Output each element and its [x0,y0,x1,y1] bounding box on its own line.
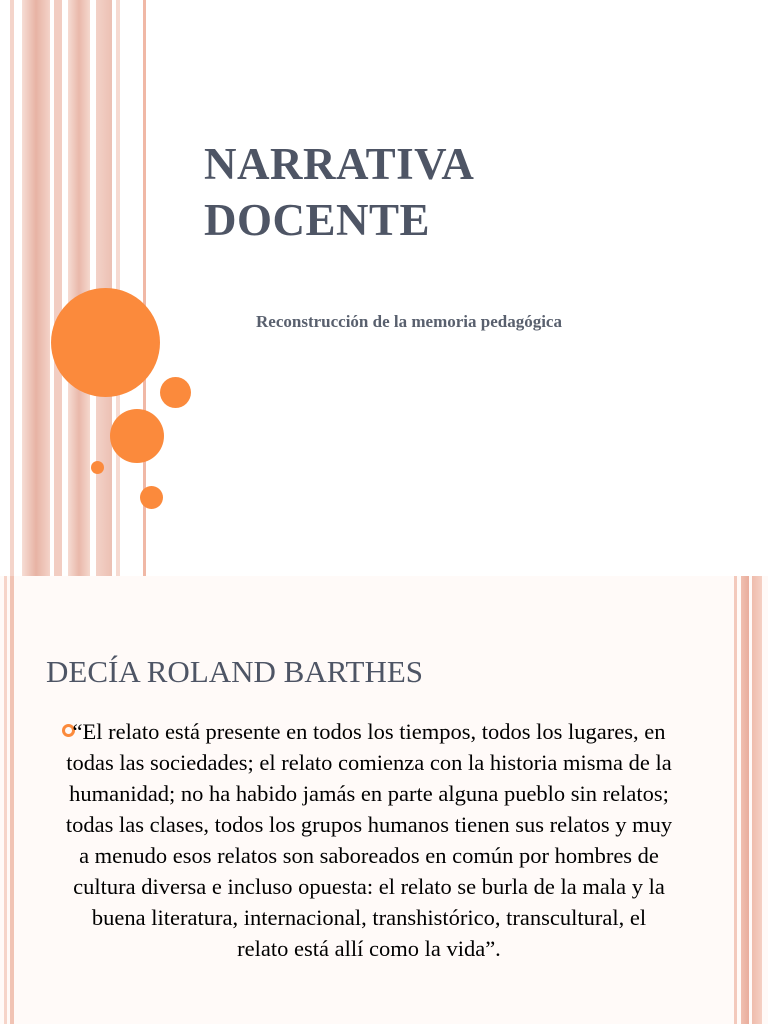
stripe [741,576,749,1024]
circle-small [160,377,191,408]
quote-text: “El relato está presente en todos los tiempos, todos los lugares, en todas las sociedades; el relato comienza con la historia misma de la humanidad; no ha habido jamás en parte alguna pueblo sin relatos; todas las clases, todos los grupos humanos tienen sus relatos y muy a menudo esos relatos son saboreados en común por hombres de cultura diversa e incluso opuesta: el relato se burla de la mala y la buena literatura, internacional, transhistórico, transcultural, el relato está allí como la vida”. [65,719,673,961]
stripe [10,576,14,1024]
title-line: NARRATIVA [204,139,475,189]
slide-subtitle: Reconstrucción de la memoria pedagógica [256,312,562,331]
stripe [752,576,762,1024]
stripe [22,0,50,576]
stripe [54,0,62,576]
quote-slide [0,576,768,1024]
circle-medium [110,409,164,463]
circle-small [140,486,163,509]
stripe [116,0,120,576]
circle-large [51,288,160,397]
stripe [4,576,7,1024]
slide-title: DECÍA ROLAND BARTHES [46,654,424,689]
stripe [68,0,90,576]
circle-tiny [91,461,104,474]
stripe [734,576,737,1024]
stripe [10,0,14,576]
slide-title [204,136,474,248]
title-line: DOCENTE [204,195,431,245]
